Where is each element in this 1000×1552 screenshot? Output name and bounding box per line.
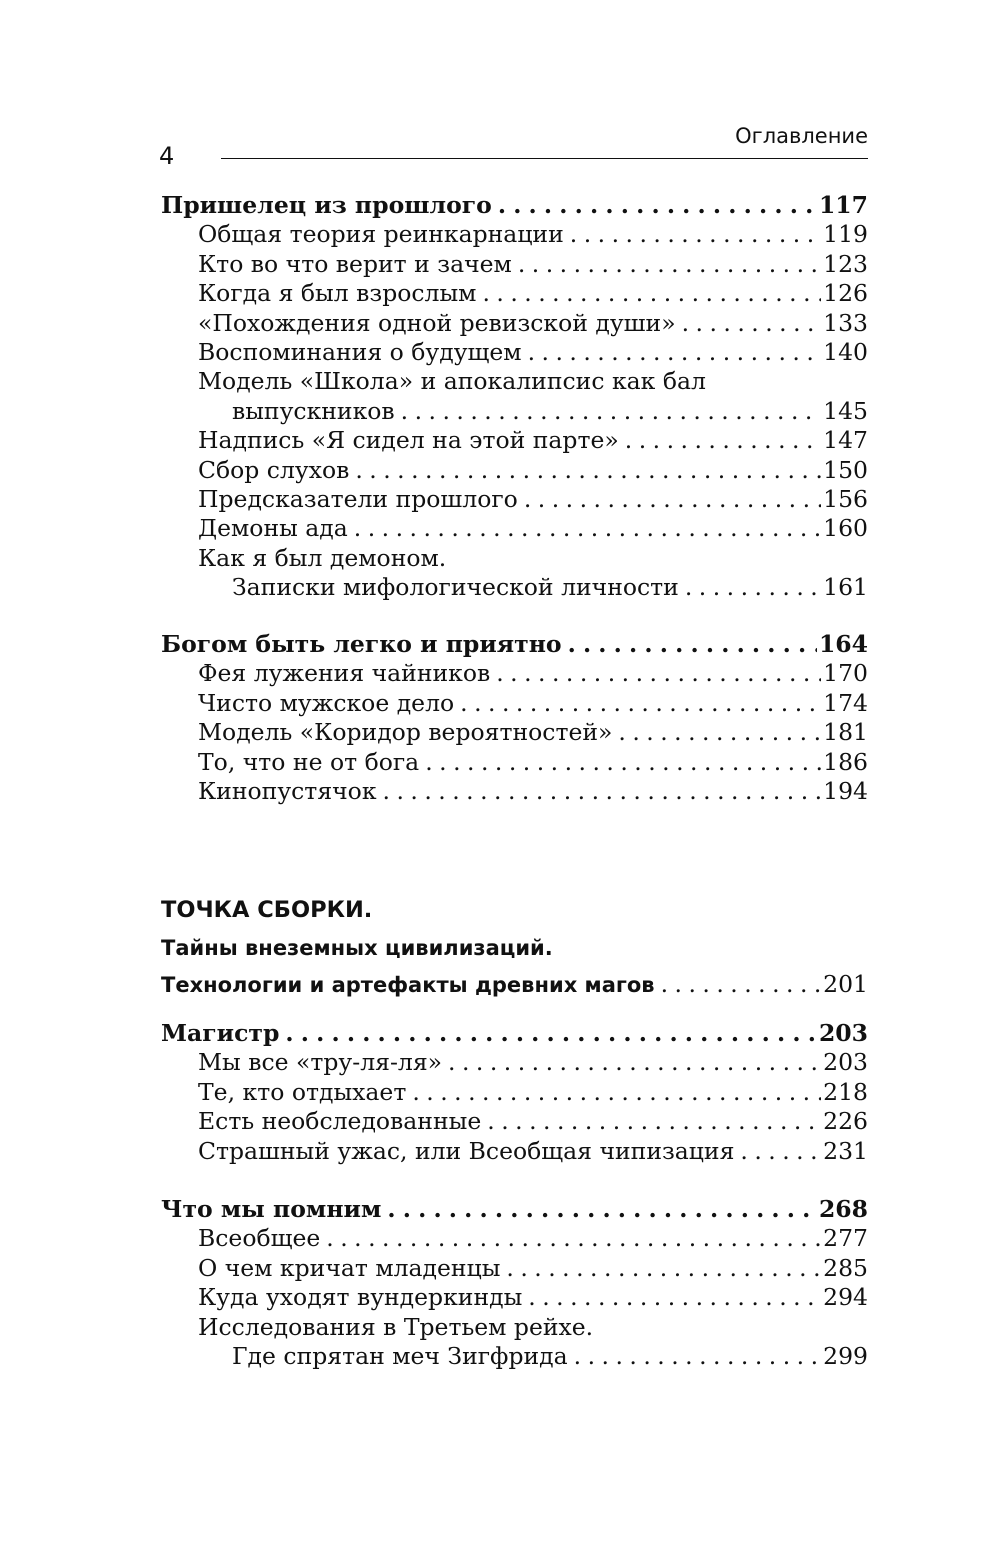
toc-entry-title: Страшный ужас, или Всеобщая чипизация bbox=[198, 1136, 735, 1165]
toc-entry-page: 285 bbox=[823, 1253, 868, 1282]
toc-heading-title: Богом быть легко и приятно bbox=[161, 630, 562, 658]
toc-entry-title: Как я был демоном. bbox=[198, 543, 447, 572]
toc-heading-title: Что мы помним bbox=[161, 1195, 382, 1223]
toc-heading-page: 203 bbox=[818, 1019, 868, 1047]
toc-entry[interactable] bbox=[161, 659, 868, 688]
toc-entry[interactable] bbox=[161, 514, 868, 543]
toc-entry-page: 147 bbox=[823, 426, 868, 455]
toc-entry-page: 140 bbox=[823, 337, 868, 366]
toc-entry-title: Всеобщее bbox=[198, 1224, 321, 1253]
toc-heading-title: Магистр bbox=[161, 1019, 280, 1047]
toc-entry[interactable] bbox=[161, 718, 868, 747]
toc-entry[interactable] bbox=[161, 544, 868, 573]
part-title-text: ТОЧКА СБОРКИ. bbox=[161, 897, 373, 923]
toc-entry[interactable] bbox=[161, 1107, 868, 1136]
toc-entry-title: Фея лужения чайников bbox=[198, 659, 491, 688]
toc-entry-page: 186 bbox=[823, 747, 868, 776]
toc-entry-page: 156 bbox=[823, 484, 868, 513]
toc-entry-title: О чем кричат младенцы bbox=[198, 1253, 501, 1282]
toc-entry[interactable] bbox=[161, 426, 868, 455]
toc-entry-title: Куда уходят вундеркинды bbox=[198, 1283, 523, 1312]
toc-entry-page: 119 bbox=[823, 220, 868, 249]
toc-entry-page: 299 bbox=[823, 1341, 868, 1370]
toc-heading[interactable] bbox=[161, 630, 868, 659]
toc-entry-title: «Похождения одной ревизской души» bbox=[198, 308, 676, 337]
toc-entry-title: Модель «Коридор вероятностей» bbox=[198, 718, 613, 747]
toc-entry[interactable] bbox=[161, 367, 868, 396]
page-number: 4 bbox=[159, 142, 175, 170]
toc-entry[interactable] bbox=[161, 777, 868, 806]
toc-entry-page: 170 bbox=[823, 659, 868, 688]
toc-part bbox=[161, 890, 868, 1002]
toc-entry[interactable] bbox=[161, 250, 868, 279]
toc-entry-title: Предсказатели прошлого bbox=[198, 484, 518, 513]
toc-entry-title: Чисто мужское дело bbox=[198, 688, 455, 717]
toc-entry-page: 126 bbox=[823, 279, 868, 308]
toc-entry-title-continuation: Где спрятан меч Зигфрида bbox=[232, 1341, 568, 1370]
toc-entry-page: 194 bbox=[823, 776, 868, 805]
toc-entry-page: 150 bbox=[823, 455, 868, 484]
toc-section-2 bbox=[161, 630, 868, 806]
toc-section-1 bbox=[161, 191, 868, 602]
toc-entry-continuation[interactable] bbox=[161, 397, 868, 426]
toc-entry-title: То, что не от бога bbox=[198, 747, 420, 776]
toc-section-4 bbox=[161, 1195, 868, 1371]
part-subtitle-text: Тайны внеземных цивилизаций. bbox=[161, 936, 553, 960]
toc-section-3 bbox=[161, 1019, 868, 1166]
toc-heading-title: Пришелец из прошлого bbox=[161, 191, 492, 219]
toc-entry-page: 294 bbox=[823, 1283, 868, 1312]
toc-entry-title: Надпись «Я сидел на этой парте» bbox=[198, 426, 619, 455]
toc-entry-continuation[interactable] bbox=[161, 1342, 868, 1371]
toc-heading-page: 268 bbox=[818, 1195, 868, 1223]
toc-entry[interactable] bbox=[161, 1137, 868, 1166]
toc-entry-page: 277 bbox=[823, 1224, 868, 1253]
part-subtitle-text: Технологии и артефакты древних магов bbox=[161, 973, 655, 997]
toc-entry-page: 226 bbox=[823, 1107, 868, 1136]
part-page: 201 bbox=[823, 970, 868, 998]
part-subtitle-line[interactable] bbox=[161, 966, 868, 1002]
toc-entry[interactable] bbox=[161, 1283, 868, 1312]
toc-entry[interactable] bbox=[161, 1078, 868, 1107]
toc-entry-page: 161 bbox=[823, 573, 868, 602]
toc-entry-page: 160 bbox=[823, 514, 868, 543]
toc-entry[interactable] bbox=[161, 220, 868, 249]
toc-entry[interactable] bbox=[161, 485, 868, 514]
toc-heading-page: 117 bbox=[818, 191, 868, 219]
toc-heading[interactable] bbox=[161, 1019, 868, 1048]
part-title bbox=[161, 890, 868, 930]
toc-heading[interactable] bbox=[161, 191, 868, 220]
toc-heading[interactable] bbox=[161, 1195, 868, 1224]
toc-entry[interactable] bbox=[161, 1048, 868, 1077]
toc-entry[interactable] bbox=[161, 1313, 868, 1342]
toc-entry-title: Кто во что верит и зачем bbox=[198, 249, 512, 278]
toc-entry-continuation[interactable] bbox=[161, 573, 868, 602]
toc-entry-title: Когда я был взрослым bbox=[198, 279, 477, 308]
part-subtitle-line bbox=[161, 930, 868, 966]
toc-entry-title: Мы все «тру-ля-ля» bbox=[198, 1048, 443, 1077]
toc-entry[interactable] bbox=[161, 1224, 868, 1253]
toc-entry[interactable] bbox=[161, 1254, 868, 1283]
toc-entry[interactable] bbox=[161, 456, 868, 485]
toc-entry-title-continuation: Записки мифологической личности bbox=[232, 573, 679, 602]
toc-entry-page: 174 bbox=[823, 688, 868, 717]
toc-entry-page: 231 bbox=[823, 1136, 868, 1165]
toc-entry-page: 133 bbox=[823, 308, 868, 337]
header-rule bbox=[221, 158, 868, 159]
toc-entry[interactable] bbox=[161, 279, 868, 308]
toc-entry-page: 181 bbox=[823, 718, 868, 747]
toc-entry-title: Демоны ада bbox=[198, 514, 348, 543]
toc-entry-title: Воспоминания о будущем bbox=[198, 337, 522, 366]
toc-entry-title: Сбор слухов bbox=[198, 455, 350, 484]
toc-entry-page: 203 bbox=[823, 1048, 868, 1077]
running-title: Оглавление bbox=[735, 124, 868, 148]
toc-entry-page: 123 bbox=[823, 249, 868, 278]
toc-entry-title: Исследования в Третьем рейхе. bbox=[198, 1312, 594, 1341]
toc-entry-title: Модель «Школа» и апокалипсис как бал bbox=[198, 367, 706, 396]
toc-entry[interactable] bbox=[161, 309, 868, 338]
toc-entry-title-continuation: выпускников bbox=[232, 396, 395, 425]
toc-entry-page: 218 bbox=[823, 1077, 868, 1106]
toc-entry-title: Общая теория реинкарнации bbox=[198, 220, 564, 249]
toc-entry-title: Те, кто отдыхает bbox=[198, 1077, 407, 1106]
toc-entry-title: Есть необследованные bbox=[198, 1107, 482, 1136]
toc-entry-page: 145 bbox=[823, 396, 868, 425]
toc-heading-page: 164 bbox=[818, 630, 868, 658]
toc-entry[interactable] bbox=[161, 338, 868, 367]
toc-entry[interactable] bbox=[161, 689, 868, 718]
toc-entry[interactable] bbox=[161, 748, 868, 777]
toc-entry-title: Кинопустячок bbox=[198, 776, 377, 805]
